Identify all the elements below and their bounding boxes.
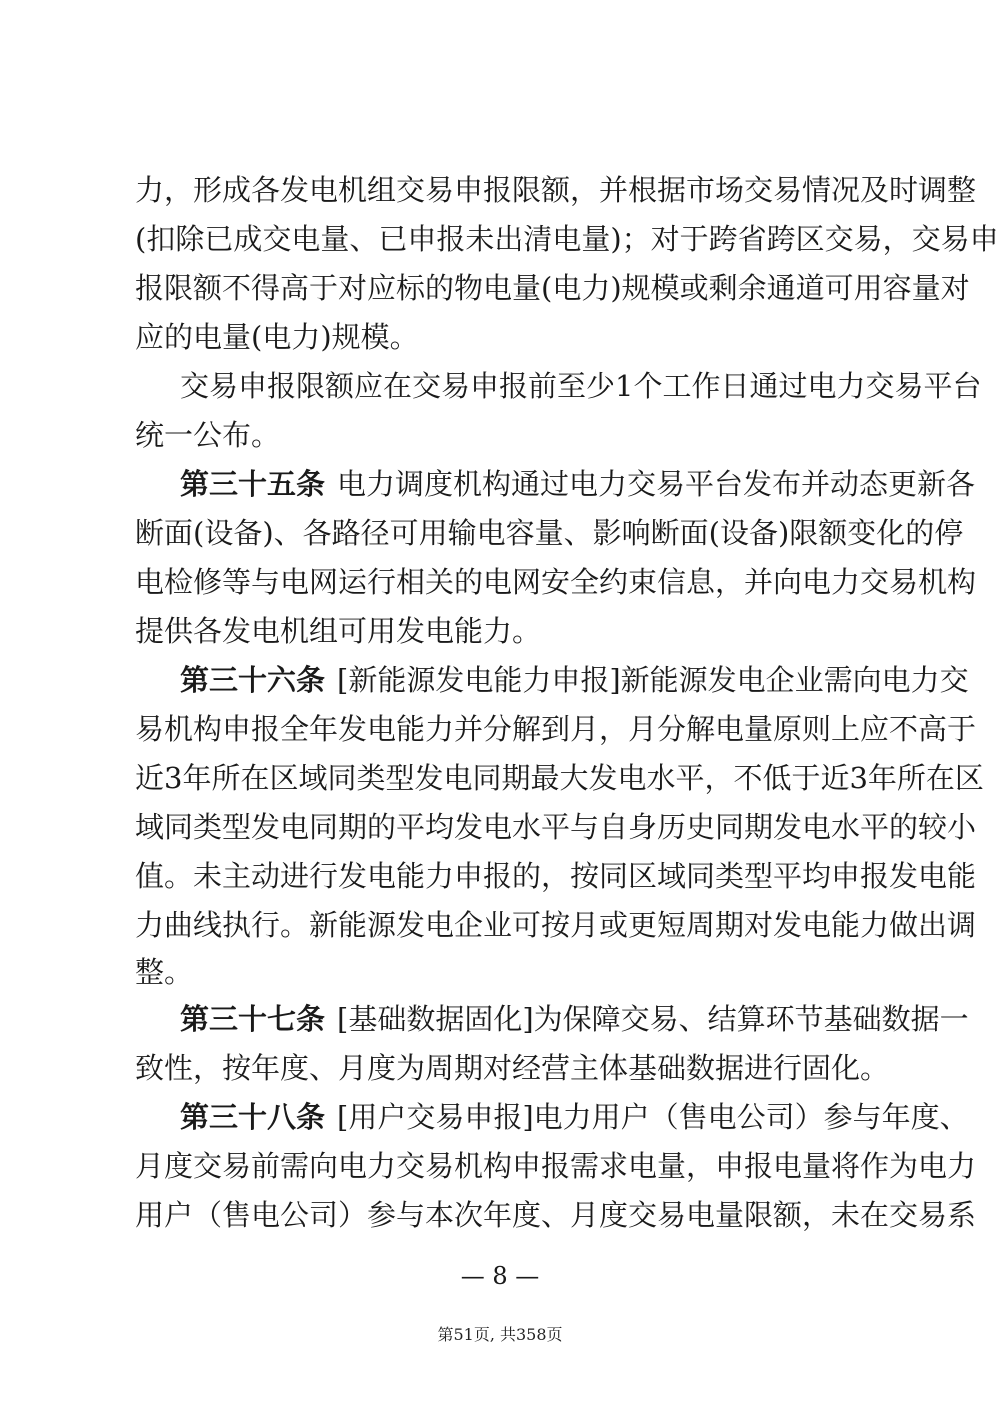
text-span: 电力调度机构通过电力交易平台发布并动态更新各 <box>337 467 976 501</box>
text-line: 力，形成各发电机组交易申报限额，并根据市场交易情况及时调整 <box>135 173 977 207</box>
text-line: 断面(设备)、各路径可用输电容量、影响断面(设备)限额变化的停 <box>135 516 964 550</box>
article-35-first-line <box>135 460 976 509</box>
text-line: 提供各发电机组可用发电能力。 <box>135 614 542 648</box>
article-heading: 第三十七条 <box>180 1002 326 1036</box>
page-counter-footer: 第51页, 共358页 <box>437 1325 563 1344</box>
text-span: [用户交易申报]电力用户（售电公司）参与年度、 <box>337 1100 969 1134</box>
text-line: 用户（售电公司）参与本次年度、月度交易电量限额，未在交易系 <box>135 1198 977 1232</box>
text-span: [新能源发电能力申报]新能源发电企业需向电力交 <box>337 663 969 697</box>
text-line: 报限额不得高于对应标的物电量(电力)规模或剩余通道可用容量对 <box>135 271 970 305</box>
article-heading: 第三十六条 <box>180 663 326 697</box>
text-line: 域同类型发电同期的平均发电水平与自身历史同期发电水平的较小 <box>135 810 977 844</box>
article-38-first-line <box>135 1093 969 1142</box>
text-line: 应的电量(电力)规模。 <box>135 320 419 354</box>
article-heading: 第三十五条 <box>180 467 326 501</box>
text-line: 交易申报限额应在交易申报前至少1个工作日通过电力交易平台 <box>180 369 982 403</box>
page-number: — 8 — <box>460 1262 540 1290</box>
text-line: 统一公布。 <box>135 418 281 452</box>
text-line: (扣除已成交电量、已申报未出清电量)；对于跨省跨区交易，交易申 <box>135 222 999 256</box>
text-line: 致性，按年度、月度为周期对经营主体基础数据进行固化。 <box>135 1051 890 1085</box>
text-line: 近3年所在区域同类型发电同期最大发电水平，不低于近3年所在区 <box>135 761 984 795</box>
text-line: 力曲线执行。新能源发电企业可按月或更短周期对发电能力做出调 <box>135 908 977 942</box>
text-line: 整。 <box>135 955 194 989</box>
article-37-first-line <box>135 995 969 1044</box>
text-line: 值。未主动进行发电能力申报的，按同区域同类型平均申报发电能 <box>135 859 977 893</box>
text-span: [基础数据固化]为保障交易、结算环节基础数据一 <box>337 1002 969 1036</box>
text-line: 易机构申报全年发电能力并分解到月，月分解电量原则上应不高于 <box>135 712 977 746</box>
text-line: 电检修等与电网运行相关的电网安全约束信息，并向电力交易机构 <box>135 565 977 599</box>
article-36-first-line <box>135 656 969 705</box>
text-line: 月度交易前需向电力交易机构申报需求电量，申报电量将作为电力 <box>135 1149 977 1183</box>
article-heading: 第三十八条 <box>180 1100 326 1134</box>
